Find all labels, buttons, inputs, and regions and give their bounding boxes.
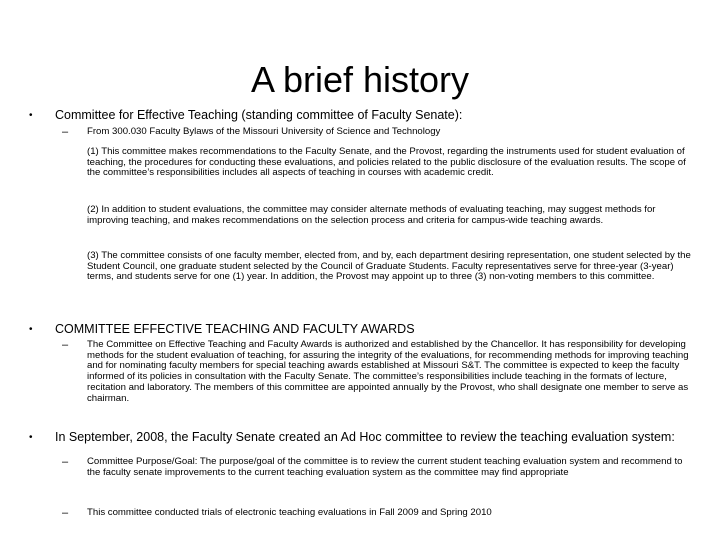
section-heading-effective-teaching: Committee for Effective Teaching (standing committee of Faculty Senate): [55,108,463,122]
ad-hoc-purpose: Committee Purpose/Goal: The purpose/goal of the committee is to review the current student teaching evaluation system and recommend to the faculty senate improvements to the current teaching evaluation system as the committee may find appropriate [87,456,683,478]
bullet-marker: • [29,432,33,443]
dash-marker: – [62,507,69,519]
section-heading-ad-hoc-committee: In September, 2008, the Faculty Senate created an Ad Hoc committee to review the teaching evaluation system: [55,430,675,444]
dash-marker: – [62,126,69,138]
bylaws-paragraph-1: (1) This committee makes recommendations to the Faculty Senate, and the Provost, regarding the instruments used for student evaluation of teaching, the procedures for conducting these evaluations, and policies related to the public disclosure of the evaluation results. The scope of the committee’s responsibilities includes all aspects of teaching in courses with academic credit. [87,146,686,179]
dash-marker: – [62,339,69,351]
dash-marker: – [62,456,69,468]
section-heading-faculty-awards: COMMITTEE EFFECTIVE TEACHING AND FACULTY AWARDS [55,322,415,336]
faculty-awards-description: The Committee on Effective Teaching and Faculty Awards is authorized and established by the Chancellor. It has responsibility for developing methods for the student evaluation of teaching, for assuring the integrity of the evaluations, for recommending methods for improving teaching and for nominating faculty members for special teaching awards established at Missouri S&T. The committee is expected to keep the faculty informed of its policies in consultation with the Faculty Senate. The committee’s responsibilities include teaching in the formats of lecture, recitation and laboratory. The members of this committee are appointed annually by the Provost, who shall designate one member to serve as chairman. [87,339,689,404]
bylaws-paragraph-3: (3) The committee consists of one faculty member, elected from, and by, each department desiring representation, one student selected by the Student Council, one graduate student selected by the Council of Graduate Students. Faculty representatives serve for three-year (3-year) terms, and students serve for one (1) year. In addition, the Provost may appoint up to three (3) non-voting members to this committee. [87,250,691,283]
ad-hoc-trials: This committee conducted trials of electronic teaching evaluations in Fall 2009 and Spring 2010 [87,507,492,518]
bullet-marker: • [29,110,33,121]
bylaws-paragraph-2: (2) In addition to student evaluations, the committee may consider alternate methods of evaluating teaching, may suggest methods for improving teaching, and makes recommendations on the selection process and criteria for campus-wide teaching awards. [87,204,656,226]
bylaws-source-line: From 300.030 Faculty Bylaws of the Missouri University of Science and Technology [87,126,441,137]
page-title: A brief history [250,59,470,100]
bullet-marker: • [29,324,33,335]
